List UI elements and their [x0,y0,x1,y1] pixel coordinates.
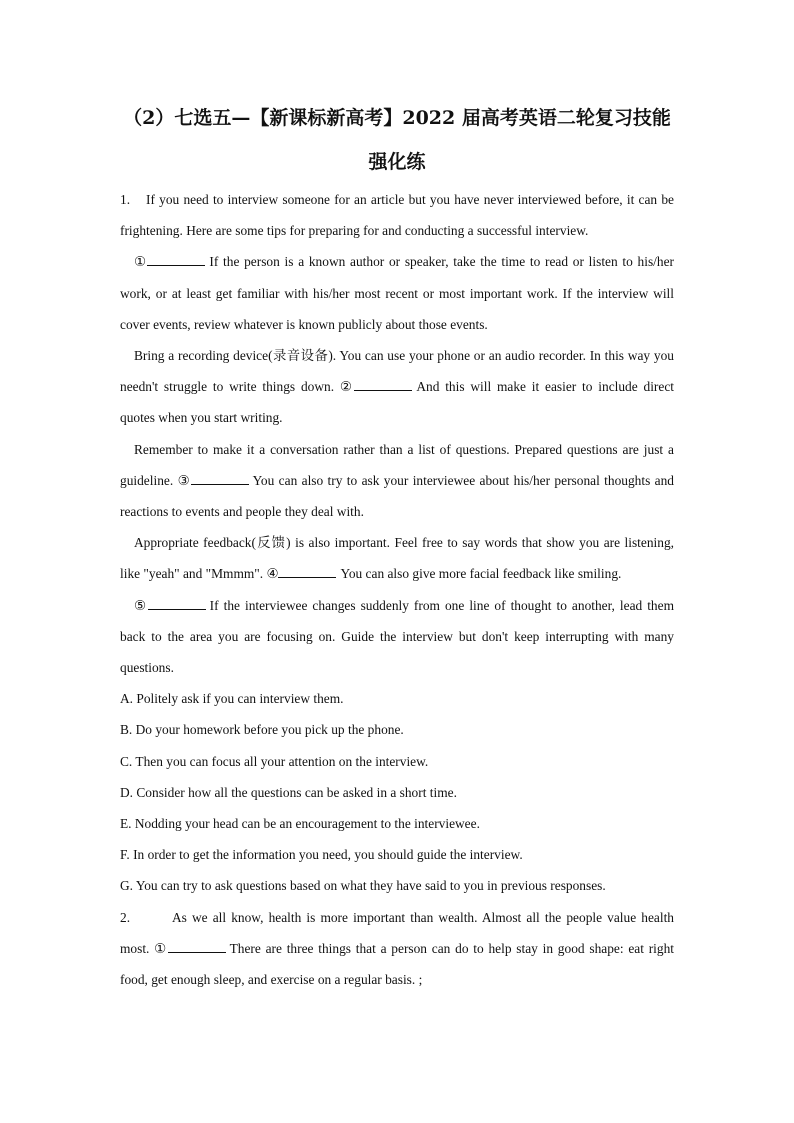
option-d: D. Consider how all the questions can be asked in a short time. [120,784,457,800]
document-title [120,96,674,184]
blank-3-marker: ③ [177,472,191,488]
blank-1-marker: ① [134,254,148,270]
blank-2-marker: ② [339,379,355,395]
q2-blank-1[interactable] [168,940,226,953]
blank-2[interactable] [354,378,412,391]
option-g: G. You can try to ask questions based on what they have said to you in previous responses. [120,878,606,894]
q1-p4-before: Appropriate feedback(反馈) is also important. Feel free to say words that show you are listening, like "yeah" and "Mmmm". [120,535,674,582]
q1-options [120,683,674,901]
q2-intro [120,902,674,996]
q1-paragraph-1 [120,246,674,340]
blank-4-marker: ④ [266,566,279,582]
title-line-1: （2）七选五—【新课标新高考】2022 届高考英语二轮复习技能 [123,107,671,129]
option-e: E. Nodding your head can be an encouragement to the interviewee. [120,816,480,832]
document-page [120,96,674,995]
q1-number: 1. [120,192,131,207]
q1-paragraph-3 [120,434,674,528]
option-f: F. In order to get the information you need, you should guide the interview. [120,847,523,863]
q1-p3-before: Remember to make it a conversation rather than a list of questions. Prepared questions are just a guideline. [120,441,674,488]
q1-p5-text: If the interviewee changes suddenly from one line of thought to another, lead them back to the area you are focusing on. Guide the interview but don't keep interrupting with many questions. [120,597,674,676]
blank-4[interactable] [278,565,336,578]
blank-5[interactable] [148,597,206,610]
q1-p3-after: You can also try to ask your interviewee about his/her personal thoughts and reactions to events and people they deal with. [120,472,674,520]
q1-p2-before: Bring a recording device(录音设备). You can use your phone or an audio recorder. In this way you needn't struggle to write things down. [120,348,674,395]
blank-3[interactable] [191,472,249,485]
q1-p2-after: And this will make it easier to include direct quotes when you start writing. [120,379,674,426]
option-b: B. Do your homework before you pick up the phone. [120,722,404,738]
q1-p4-after: You can also give more facial feedback like smiling. [340,566,622,582]
q2-intro-text: As we all know, health is more important than wealth. Almost all the people value health most. [120,909,674,956]
blank-1[interactable] [147,253,205,266]
q2-blank-1-marker: ① [154,940,168,956]
q1-paragraph-5 [120,590,674,684]
option-c: C. Then you can focus all your attention on the interview. [120,753,429,769]
q1-paragraph-4 [120,527,674,589]
q1-intro-text: If you need to interview someone for an article but you have never interviewed before, it can be frightening. Here are some tips for preparing for and conducting a successful interview. [120,192,674,239]
q2-after-text: There are three things that a person can do to help stay in good shape: eat right food, get enough sleep, and exercise on a regular basis. ; [120,940,674,988]
option-a: A. Politely ask if you can interview them. [120,691,344,707]
q1-p1-text: If the person is a known author or speaker, take the time to read or listen to his/her work, or at least get familiar with his/her most recent or most important work. If the interview will cover events, review whatever is known publicly about those events. [120,254,674,332]
blank-5-marker: ⑤ [134,597,148,613]
q2-number: 2. [120,909,131,925]
title-line-2: 强化练 [368,151,426,173]
q1-intro [120,184,674,246]
q1-paragraph-2 [120,340,674,434]
